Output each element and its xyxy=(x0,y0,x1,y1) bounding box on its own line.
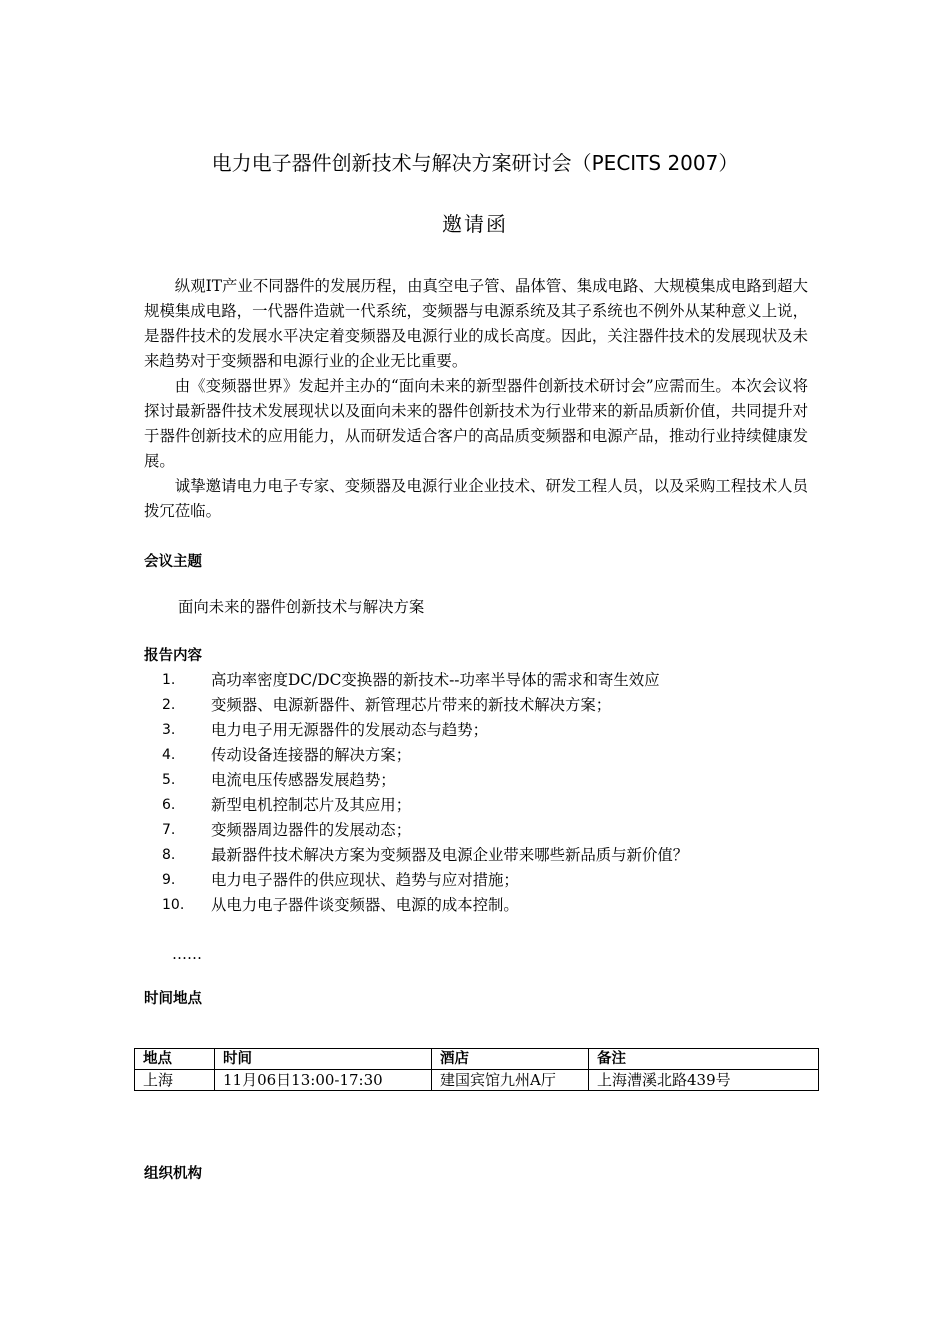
list-item-number: 5. xyxy=(162,772,176,788)
column-header-location: 地点 xyxy=(135,1049,215,1070)
table-header-row xyxy=(135,1049,819,1070)
organization-heading: 组织机构 xyxy=(144,1166,202,1182)
list-item-text: 变频器、电源新器件、新管理芯片带来的新技术解决方案； xyxy=(211,696,612,714)
list-item-text: 传动设备连接器的解决方案； xyxy=(211,746,412,764)
list-item xyxy=(144,718,824,743)
list-item xyxy=(144,743,824,768)
list-item-text: 最新器件技术解决方案为变频器及电源企业带来哪些新品质与新价值？ xyxy=(211,846,689,864)
cell-hotel: 建国宾馆九州A厅 xyxy=(432,1070,589,1091)
list-item xyxy=(144,768,824,793)
cell-notes: 上海漕溪北路439号 xyxy=(589,1070,819,1091)
theme-heading: 会议主题 xyxy=(144,554,202,570)
list-item xyxy=(144,843,824,868)
report-heading: 报告内容 xyxy=(144,648,202,664)
list-item-text: 电力电子用无源器件的发展动态与趋势； xyxy=(211,721,489,739)
list-item xyxy=(144,793,824,818)
cell-location: 上海 xyxy=(135,1070,215,1091)
document-title: 电力电子器件创新技术与解决方案研讨会（PECITS 2007） xyxy=(211,151,739,175)
list-item-number: 3. xyxy=(162,722,176,738)
list-item-number: 10. xyxy=(162,897,185,913)
venue-table xyxy=(134,1048,819,1091)
list-item-text: 从电力电子器件谈变频器、电源的成本控制。 xyxy=(211,896,519,914)
list-item-number: 2. xyxy=(162,697,176,713)
report-ellipsis: …… xyxy=(172,945,202,963)
intro-paragraph: 诚挚邀请电力电子专家、变频器及电源行业企业技术、研发工程人员，以及采购工程技术人员拨冗莅临。 xyxy=(144,477,808,520)
list-item xyxy=(144,818,824,843)
list-item-text: 高功率密度DC/DC变换器的新技术--功率半导体的需求和寄生效应 xyxy=(211,671,660,689)
list-item-number: 7. xyxy=(162,822,176,838)
theme-text: 面向未来的器件创新技术与解决方案 xyxy=(178,598,425,616)
intro-paragraph: 由《变频器世界》发起并主办的“面向未来的新型器件创新技术研讨会”应需而生。本次会议将探讨最新器件技术发展现状以及面向未来的器件创新技术为行业带来的新品质新价值，共同提升对于器件创新技术的应用能力，从而研发适合客户的高品质变频器和电源产品，推动行业持续健康发展。 xyxy=(144,377,808,470)
cell-time: 11月06日13:00-17:30 xyxy=(215,1070,432,1091)
list-item xyxy=(144,868,824,893)
table-row xyxy=(135,1070,819,1091)
list-item-text: 电流电压传感器发展趋势； xyxy=(211,771,396,789)
list-item xyxy=(144,668,824,693)
list-item xyxy=(144,693,824,718)
list-item-number: 9. xyxy=(162,872,176,888)
document-subtitle: 邀请函 xyxy=(442,212,508,236)
list-item-text: 新型电机控制芯片及其应用； xyxy=(211,796,412,814)
list-item-text: 变频器周边器件的发展动态； xyxy=(211,821,412,839)
list-item-number: 8. xyxy=(162,847,176,863)
column-header-time: 时间 xyxy=(215,1049,432,1070)
intro-body xyxy=(144,274,808,524)
column-header-notes: 备注 xyxy=(589,1049,819,1070)
list-item xyxy=(144,893,824,918)
report-list xyxy=(144,668,824,918)
list-item-number: 1. xyxy=(162,672,176,688)
intro-paragraph: 纵观IT产业不同器件的发展历程，由真空电子管、晶体管、集成电路、大规模集成电路到超大规模集成电路，一代器件造就一代系统，变频器与电源系统及其子系统也不例外从某种意义上说，是器件技术的发展水平决定着变频器及电源行业的成长高度。因此，关注器件技术的发展现状及未来趋势对于变频器和电源行业的企业无比重要。 xyxy=(144,277,808,370)
column-header-hotel: 酒店 xyxy=(432,1049,589,1070)
list-item-number: 6. xyxy=(162,797,176,813)
list-item-number: 4. xyxy=(162,747,176,763)
list-item-text: 电力电子器件的供应现状、趋势与应对措施； xyxy=(211,871,519,889)
time-place-heading: 时间地点 xyxy=(144,991,202,1007)
